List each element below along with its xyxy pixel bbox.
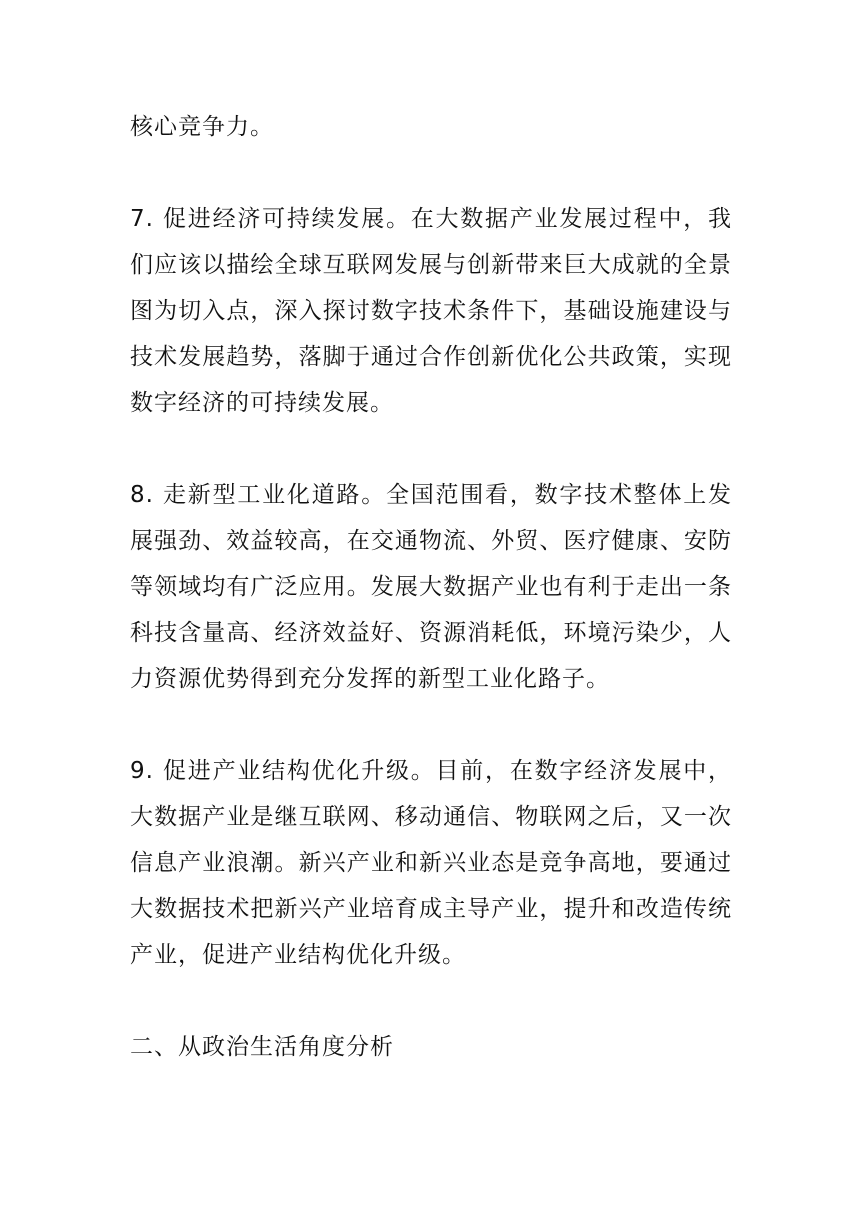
- paragraph-item-7: 7. 促进经济可持续发展。在大数据产业发展过程中，我们应该以描绘全球互联网发展与创新带来巨大成就的全景图为切入点，深入探讨数字技术条件下，基础设施建设与技术发展趋势，落脚于通过合作创新优化公共政策，实现数字经济的可持续发展。: [130, 206, 732, 416]
- paragraph-item-8: 8. 走新型工业化道路。全国范围看，数字技术整体上发展强劲、效益较高，在交通物流、外贸、医疗健康、安防等领域均有广泛应用。发展大数据产业也有利于走出一条科技含量高、经济效益好、资源消耗低，环境污染少，人力资源优势得到充分发挥的新型工业化路子。: [130, 482, 732, 692]
- paragraph-item-9: 9. 促进产业结构优化升级。目前，在数字经济发展中，大数据产业是继互联网、移动通信、物联网之后，又一次信息产业浪潮。新兴产业和新兴业态是竞争高地，要通过大数据技术把新兴产业培育成主导产业，提升和改造传统产业，促进产业结构优化升级。: [130, 758, 732, 968]
- paragraph-spacer: [130, 702, 732, 748]
- paragraph-spacer: [130, 426, 732, 472]
- section-heading: 二、从政治生活角度分析: [130, 1034, 394, 1060]
- document-page: [130, 104, 732, 1070]
- paragraph-spacer: [130, 978, 732, 1024]
- paragraph-spacer: [130, 150, 732, 196]
- paragraph-continuation: 核心竞争力。: [130, 114, 274, 140]
